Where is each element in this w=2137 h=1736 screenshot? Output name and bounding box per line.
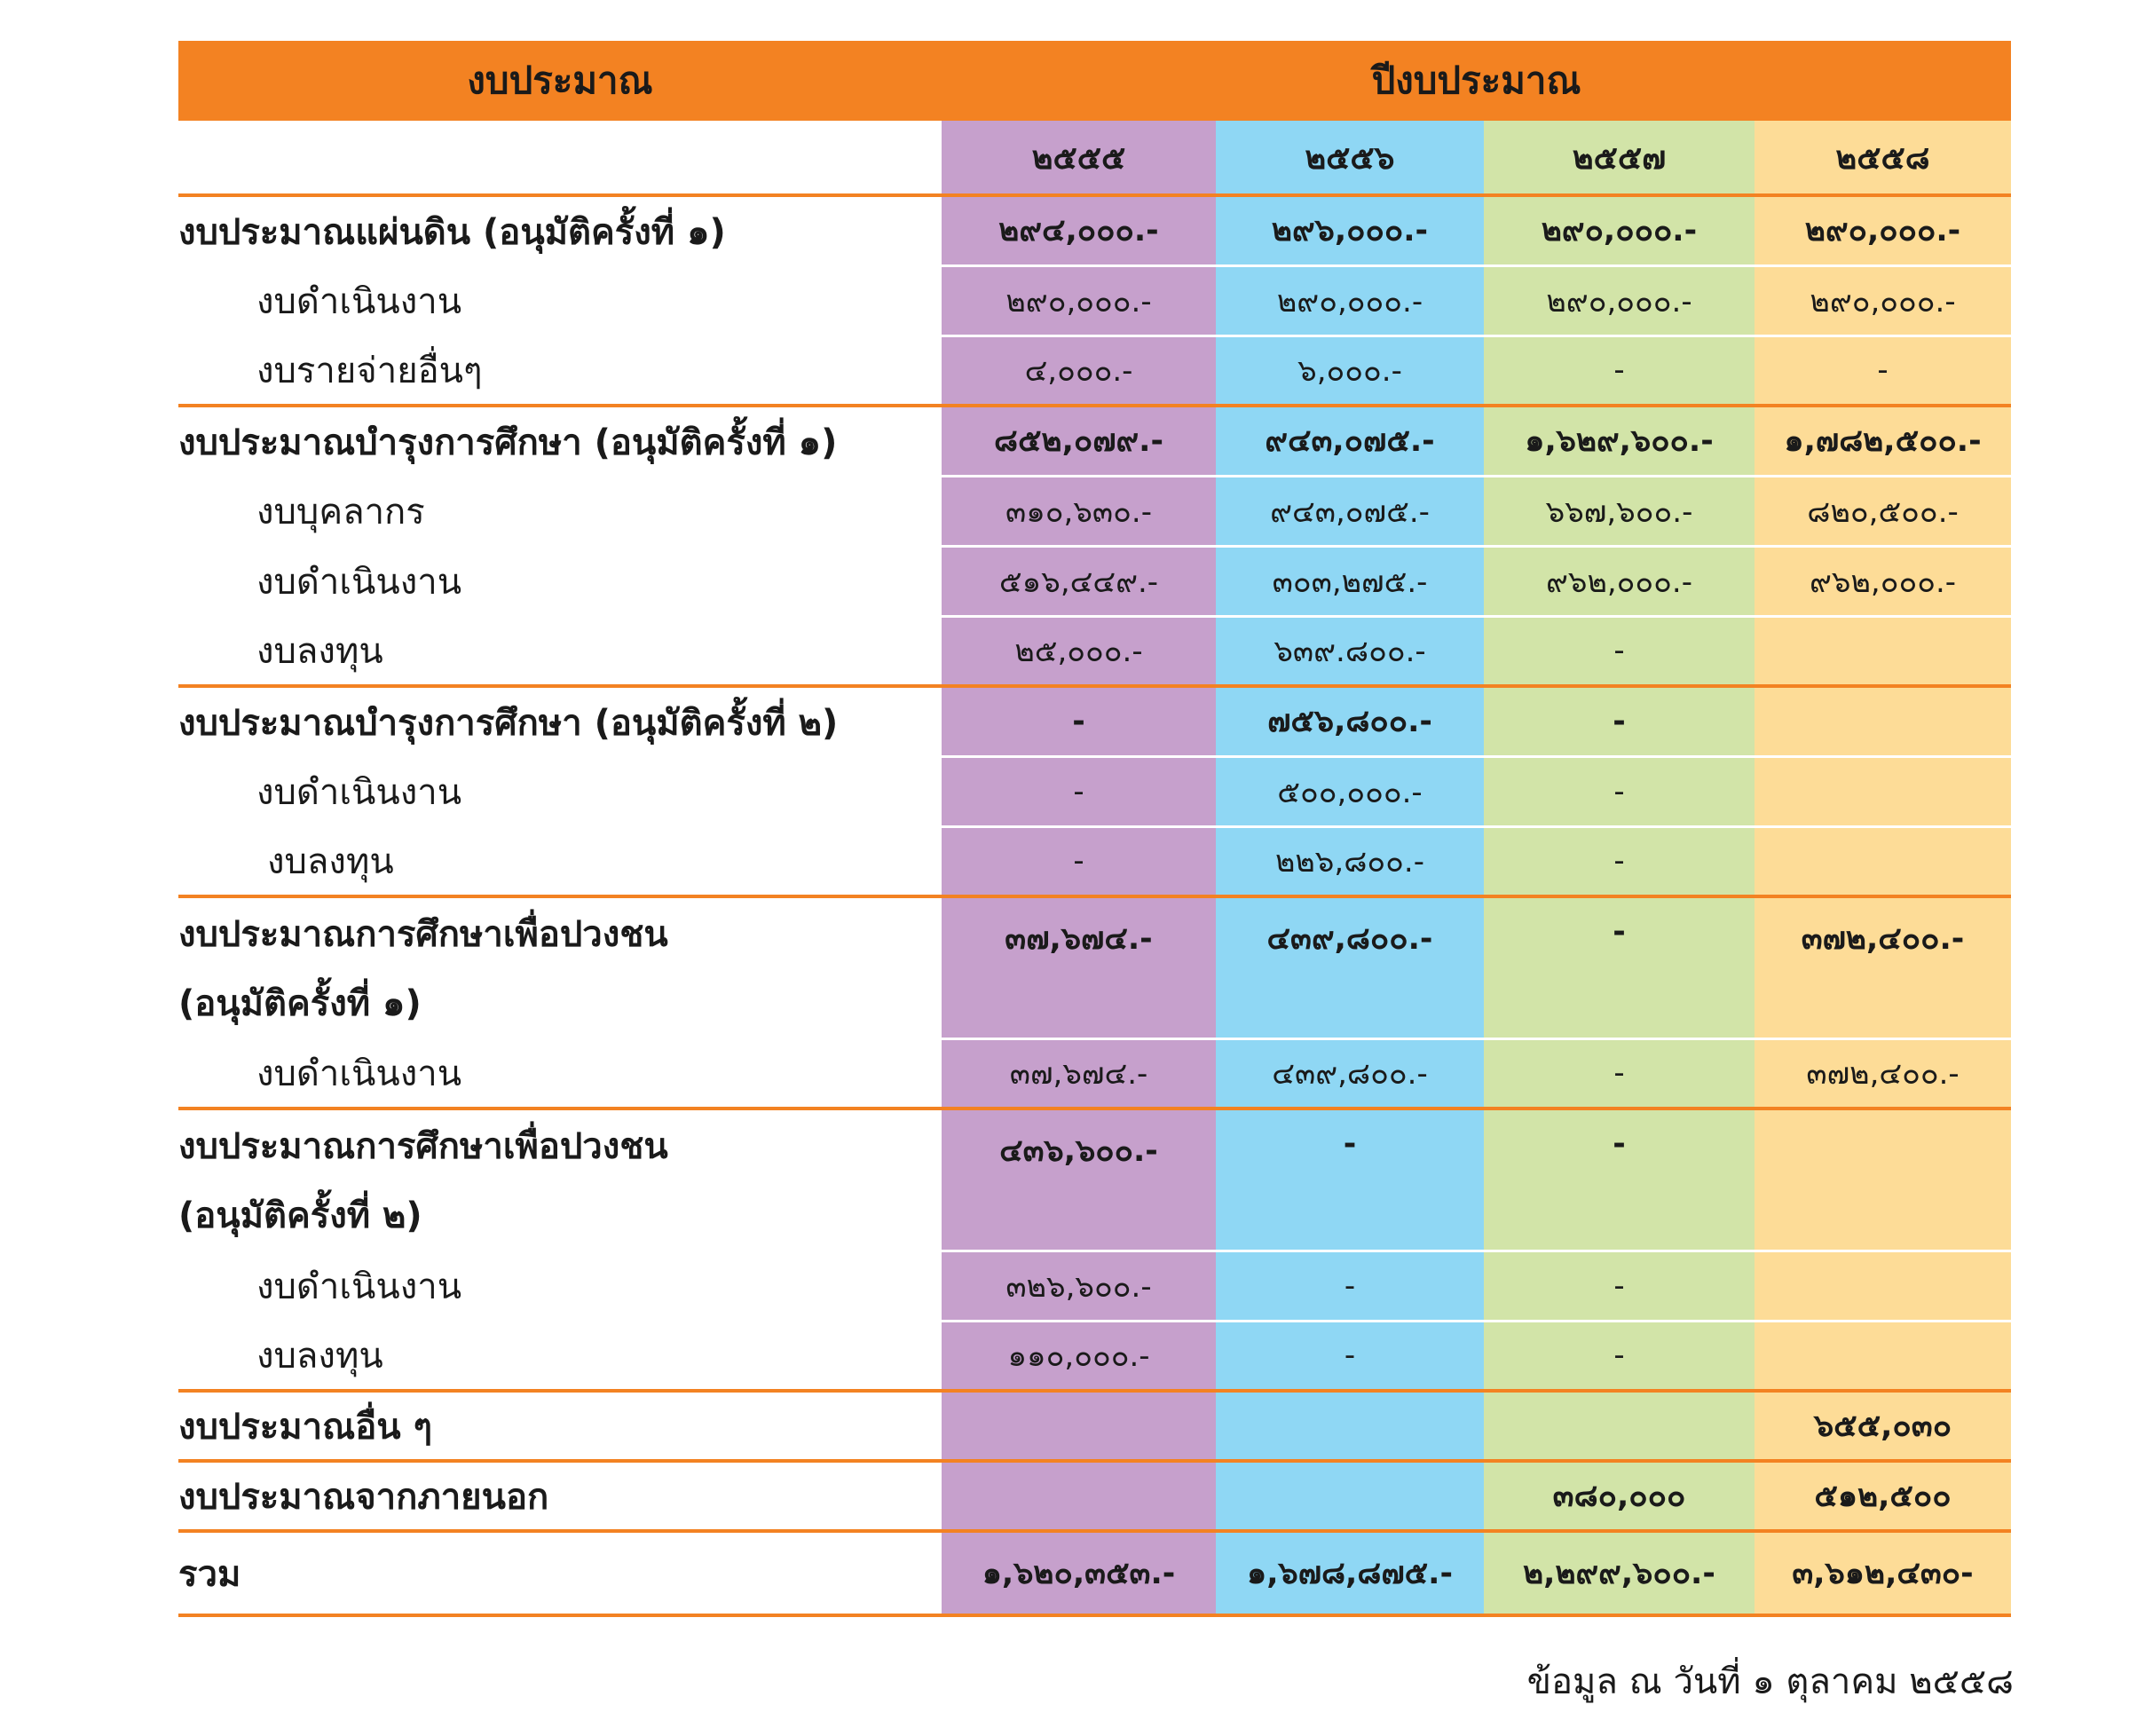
cell-2558: ๒๙๐,๐๐๐.- <box>1755 195 2011 265</box>
total-2556: ๑,๖๗๘,๘๗๕.- <box>1216 1531 1484 1615</box>
row-label <box>178 896 942 1038</box>
cell-2558 <box>1755 1109 2011 1251</box>
cell-2556: ๒๙๐,๐๐๐.- <box>1216 265 1484 335</box>
cell-2557: ๙๖๒,๐๐๐.- <box>1484 546 1755 616</box>
cell-2555: - <box>942 826 1216 896</box>
cell-2558: ๙๖๒,๐๐๐.- <box>1755 546 2011 616</box>
fiscal-year-header: ปีงบประมาณ <box>942 41 2011 121</box>
cell-2556 <box>1216 1391 1484 1461</box>
cell-2557: ๑,๖๒๙,๖๐๐.- <box>1484 406 1755 476</box>
cell-2555: ๓๒๖,๖๐๐.- <box>942 1251 1216 1321</box>
table-row <box>178 1321 2011 1391</box>
row-label: งบดำเนินงาน <box>256 280 462 322</box>
cell-2556 <box>1216 1461 1484 1531</box>
row-label: งบประมาณจากภายนอก <box>178 1461 942 1531</box>
cell-2555: - <box>942 686 1216 756</box>
cell-2555 <box>942 1461 1216 1531</box>
cell-2558: ๒๙๐,๐๐๐.- <box>1755 265 2011 335</box>
cell-2557: - <box>1484 896 1755 1038</box>
cell-2558: ๑,๗๘๒,๕๐๐.- <box>1755 406 2011 476</box>
header-row <box>178 41 2011 121</box>
row-label: งบรายจ่ายอื่นๆ <box>178 335 942 406</box>
table-row <box>178 616 2011 686</box>
cell-2556: - <box>1216 1251 1484 1321</box>
cell-2557: ๓๘๐,๐๐๐ <box>1484 1461 1755 1531</box>
total-2557: ๒,๒๙๙,๖๐๐.- <box>1484 1531 1755 1615</box>
budget-table <box>178 41 2011 1617</box>
cell-2557: - <box>1484 686 1755 756</box>
row-label <box>178 1109 942 1251</box>
cell-2558 <box>1755 826 2011 896</box>
table-row <box>178 686 2011 756</box>
row-label: งบดำเนินงาน <box>256 1266 462 1307</box>
year-row-blank <box>178 121 942 195</box>
cell-2555 <box>942 1391 1216 1461</box>
cell-2556: ๖๓๙.๘๐๐.- <box>1216 616 1484 686</box>
cell-2555: ๕๑๖,๔๔๙.- <box>942 546 1216 616</box>
table-row <box>178 826 2011 896</box>
cell-2558 <box>1755 1251 2011 1321</box>
cell-2555: - <box>942 756 1216 826</box>
total-2558: ๓,๖๑๒,๔๓๐- <box>1755 1531 2011 1615</box>
table-row <box>178 195 2011 265</box>
cell-2558: ๘๒๐,๕๐๐.- <box>1755 476 2011 546</box>
table-row <box>178 1038 2011 1109</box>
cell-2558 <box>1755 1321 2011 1391</box>
row-label: งบดำเนินงาน <box>256 771 462 813</box>
data-date-footnote: ข้อมูล ณ วันที่ ๑ ตุลาคม ๒๕๕๘ <box>1526 1661 2014 1702</box>
row-label-line2: (อนุมัติครั้งที่ ๑) <box>178 983 422 1024</box>
table-row <box>178 756 2011 826</box>
table-row <box>178 1391 2011 1461</box>
cell-2557: - <box>1484 826 1755 896</box>
cell-2556: ๔๓๙,๘๐๐.- <box>1216 1038 1484 1109</box>
table-row <box>178 546 2011 616</box>
year-row <box>178 121 2011 195</box>
cell-2555: ๘๕๒,๐๗๙.- <box>942 406 1216 476</box>
row-label: งบลงทุน <box>178 826 942 896</box>
row-label: งบประมาณบำรุงการศึกษา (อนุมัติครั้งที่ ๒) <box>178 702 839 744</box>
row-label: งบบุคลากร <box>256 491 425 533</box>
cell-2557: ๒๙๐,๐๐๐.- <box>1484 195 1755 265</box>
cell-2556: ๒๙๖,๐๐๐.- <box>1216 195 1484 265</box>
cell-2557: - <box>1484 1251 1755 1321</box>
cell-2558: ๓๗๒,๔๐๐.- <box>1755 896 2011 1038</box>
table-row <box>178 1461 2011 1531</box>
cell-2555: ๓๑๐,๖๓๐.- <box>942 476 1216 546</box>
cell-2557: - <box>1484 1321 1755 1391</box>
cell-2556: ๗๕๖,๘๐๐.- <box>1216 686 1484 756</box>
table-row <box>178 265 2011 335</box>
total-row <box>178 1531 2011 1615</box>
cell-2557: - <box>1484 1038 1755 1109</box>
cell-2556: ๙๔๓,๐๗๕.- <box>1216 406 1484 476</box>
cell-2558: - <box>1755 335 2011 406</box>
row-label: งบประมาณแผ่นดิน (อนุมัติครั้งที่ ๑) <box>178 211 726 253</box>
cell-2555: ๓๗,๖๗๔.- <box>942 896 1216 1038</box>
cell-2555: ๔,๐๐๐.- <box>942 335 1216 406</box>
year-2557: ๒๕๕๗ <box>1484 121 1755 195</box>
cell-2555: ๑๑๐,๐๐๐.- <box>942 1321 1216 1391</box>
cell-2558 <box>1755 756 2011 826</box>
table-row <box>178 476 2011 546</box>
row-label-line1: งบประมาณการศึกษาเพื่อปวงชน <box>178 914 668 955</box>
cell-2556: ๔๓๙,๘๐๐.- <box>1216 896 1484 1038</box>
cell-2557 <box>1484 1391 1755 1461</box>
cell-2555: ๒๙๐,๐๐๐.- <box>942 265 1216 335</box>
cell-2556: ๙๔๓,๐๗๕.- <box>1216 476 1484 546</box>
cell-2558 <box>1755 686 2011 756</box>
row-label: งบประมาณบำรุงการศึกษา (อนุมัติครั้งที่ ๑) <box>178 422 838 463</box>
table-row <box>178 406 2011 476</box>
cell-2557: - <box>1484 1109 1755 1251</box>
cell-2557: - <box>1484 335 1755 406</box>
table-row <box>178 1251 2011 1321</box>
cell-2555: ๔๓๖,๖๐๐.- <box>942 1109 1216 1251</box>
cell-2557: ๖๖๗,๖๐๐.- <box>1484 476 1755 546</box>
cell-2557: ๒๙๐,๐๐๐.- <box>1484 265 1755 335</box>
total-label: รวม <box>178 1531 942 1615</box>
year-2555: ๒๕๕๕ <box>942 121 1216 195</box>
cell-2557: - <box>1484 616 1755 686</box>
cell-2558: ๓๗๒,๔๐๐.- <box>1755 1038 2011 1109</box>
cell-2558 <box>1755 616 2011 686</box>
cell-2557: - <box>1484 756 1755 826</box>
total-2555: ๑,๖๒๐,๓๕๓.- <box>942 1531 1216 1615</box>
cell-2558: ๕๑๒,๕๐๐ <box>1755 1461 2011 1531</box>
cell-2555: ๒๕,๐๐๐.- <box>942 616 1216 686</box>
year-2556: ๒๕๕๖ <box>1216 121 1484 195</box>
budget-header: งบประมาณ <box>178 41 942 121</box>
cell-2555: ๒๙๔,๐๐๐.- <box>942 195 1216 265</box>
row-label: งบประมาณอื่น ๆ <box>178 1391 942 1461</box>
row-label: งบดำเนินงาน <box>178 1038 942 1109</box>
cell-2556: - <box>1216 1321 1484 1391</box>
table-row <box>178 335 2011 406</box>
cell-2556: ๖,๐๐๐.- <box>1216 335 1484 406</box>
cell-2556: ๕๐๐,๐๐๐.- <box>1216 756 1484 826</box>
row-label: งบลงทุน <box>178 616 942 686</box>
table-row <box>178 1109 2011 1251</box>
row-label-line1: งบประมาณการศึกษาเพื่อปวงชน <box>178 1126 668 1167</box>
cell-2556: ๒๒๖,๘๐๐.- <box>1216 826 1484 896</box>
year-2558: ๒๕๕๘ <box>1755 121 2011 195</box>
cell-2556: ๓๐๓,๒๗๕.- <box>1216 546 1484 616</box>
cell-2555: ๓๗,๖๗๔.- <box>942 1038 1216 1109</box>
cell-2556: - <box>1216 1109 1484 1251</box>
row-label-line2: (อนุมัติครั้งที่ ๒) <box>178 1195 422 1236</box>
table-row <box>178 896 2011 1038</box>
cell-2558: ๖๕๕,๐๓๐ <box>1755 1391 2011 1461</box>
row-label: งบดำเนินงาน <box>256 561 462 603</box>
row-label: งบลงทุน <box>178 1321 942 1391</box>
